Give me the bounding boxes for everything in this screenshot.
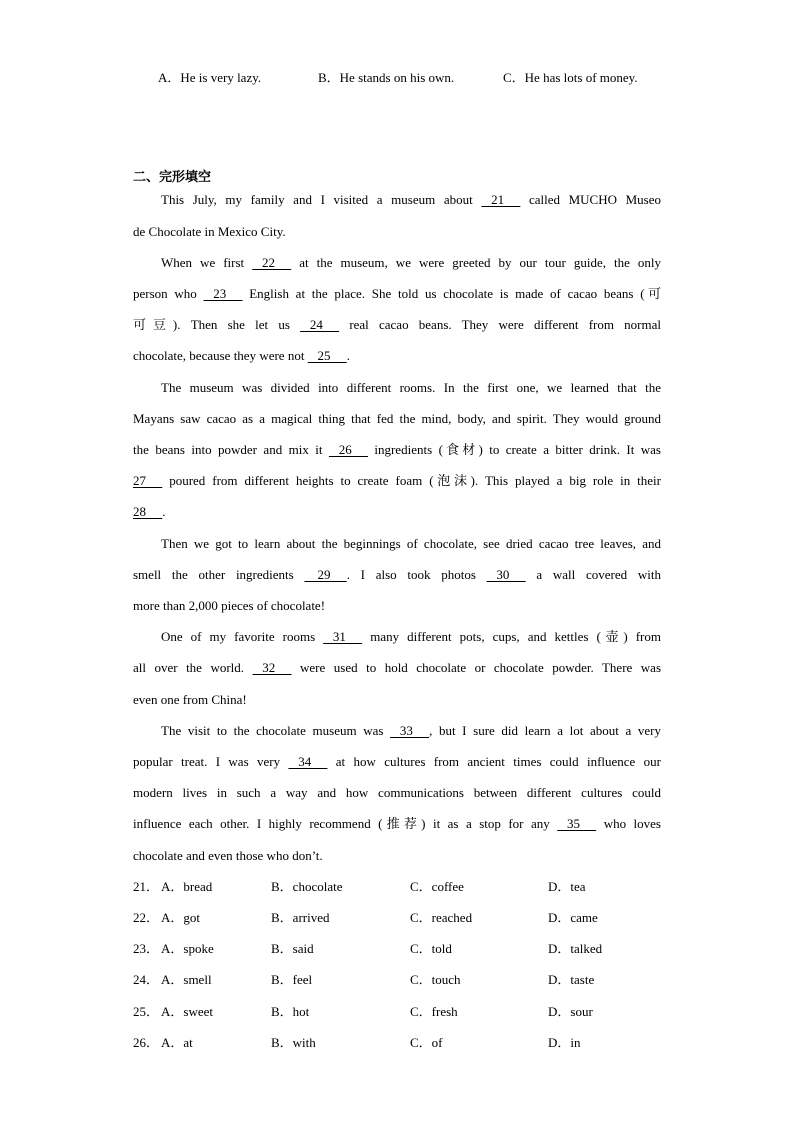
blank-22: 22 (252, 255, 292, 270)
option-b: B．He stands on his own. (318, 70, 455, 85)
option-d: D．taste (548, 972, 595, 987)
option-b: B．said (271, 941, 314, 956)
blank-35: 35 (557, 816, 597, 831)
passage-line: Then we got to learn about the beginnings of chocolate, see dried cacao tree leaves, and (161, 536, 661, 551)
passage-line: 28 . (133, 504, 166, 519)
option-c: C．He has lots of money. (503, 70, 638, 85)
passage-line: The visit to the chocolate museum was 33 , but I sure did learn a lot about a very (161, 723, 661, 738)
blank-33: 33 (390, 723, 430, 738)
passage-line: more than 2,000 pieces of chocolate! (133, 598, 326, 613)
blank-30: 30 (486, 567, 526, 582)
question-number: 25． (133, 1004, 160, 1019)
option-a: A．got (161, 910, 201, 925)
question-row (133, 940, 661, 958)
passage-line: chocolate and even those who don’t. (133, 848, 323, 863)
blank-28: 28 (133, 504, 163, 519)
blank-26: 26 (328, 442, 368, 457)
question-number: 24． (133, 972, 160, 987)
blank-25: 25 (307, 348, 347, 363)
option-d: D．came (548, 910, 598, 925)
passage-line: smell the other ingredients 29 . I also took photos 30 a wall covered with (133, 567, 661, 582)
option-a: A．smell (161, 972, 212, 987)
question-row (133, 1034, 661, 1052)
option-c: C．told (410, 941, 452, 956)
passage-line: This July, my family and I visited a museum about 21 called MUCHO Museo (161, 192, 661, 207)
question-number: 23． (133, 941, 160, 956)
option-c: C．coffee (410, 879, 464, 894)
option-a: A．sweet (161, 1004, 213, 1019)
option-c: C．of (410, 1035, 443, 1050)
passage-line: even one from China! (133, 692, 247, 707)
passage-line: The museum was divided into different rooms. In the first one, we learned that the (161, 380, 661, 395)
option-b: B．hot (271, 1004, 310, 1019)
question-row (133, 909, 661, 927)
question-row (133, 878, 661, 896)
passage-line: chocolate, because they were not 25 . (133, 348, 350, 363)
passage-line: 27 poured from different heights to create foam (泡沫). This played a big role in their (133, 473, 661, 488)
option-b: B．chocolate (271, 879, 343, 894)
option-d: D．talked (548, 941, 603, 956)
question-row (133, 971, 661, 989)
blank-24: 24 (300, 317, 340, 332)
option-b: B．with (271, 1035, 316, 1050)
blank-31: 31 (323, 629, 363, 644)
option-a: A．spoke (161, 941, 214, 956)
passage-line: popular treat. I was very 34 at how cultures from ancient times could influence our (133, 754, 662, 769)
question-number: 26． (133, 1035, 160, 1050)
blank-27: 27 (133, 473, 163, 488)
option-c: C．fresh (410, 1004, 458, 1019)
passage-line: influence each other. I highly recommend (推荐) it as a stop for any 35 who loves (133, 816, 661, 831)
option-b: B．feel (271, 972, 313, 987)
option-d: D．sour (548, 1004, 593, 1019)
passage-line: One of my favorite rooms 31 many different pots, cups, and kettles (壶) from (161, 629, 661, 644)
option-c: C．touch (410, 972, 461, 987)
passage-line: 可豆). Then she let us 24 real cacao beans. They were different from normal (133, 317, 661, 332)
option-b: B．arrived (271, 910, 330, 925)
question-number: 22． (133, 910, 160, 925)
option-a: A．He is very lazy. (158, 70, 262, 85)
passage-line: When we first 22 at the museum, we were greeted by our tour guide, the only (161, 255, 661, 270)
blank-21: 21 (481, 192, 521, 207)
passage-line: de Chocolate in Mexico City. (133, 224, 286, 239)
passage-line: modern lives in such a way and how communications between different cultures could (133, 785, 661, 800)
passage-line: the beans into powder and mix it 26 ingredients (食材) to create a bitter drink. It was (133, 442, 661, 457)
section-heading: 二、完形填空 (133, 170, 212, 185)
question-row (133, 1003, 661, 1021)
question-number: 21． (133, 879, 160, 894)
passage-line: Mayans saw cacao as a magical thing that fed the mind, body, and spirit. They would ground (133, 411, 661, 426)
blank-23: 23 (203, 286, 243, 301)
option-c: C．reached (410, 910, 473, 925)
blank-32: 32 (252, 660, 292, 675)
option-d: D．tea (548, 879, 586, 894)
blank-34: 34 (288, 754, 328, 769)
option-a: A．bread (161, 879, 213, 894)
passage-line: person who 23 English at the place. She told us chocolate is made of cacao beans (可 (133, 286, 662, 301)
option-d: D．in (548, 1035, 581, 1050)
option-a: A．at (161, 1035, 193, 1050)
passage-line: all over the world. 32 were used to hold chocolate or chocolate powder. There was (133, 660, 662, 675)
blank-29: 29 (304, 567, 347, 582)
